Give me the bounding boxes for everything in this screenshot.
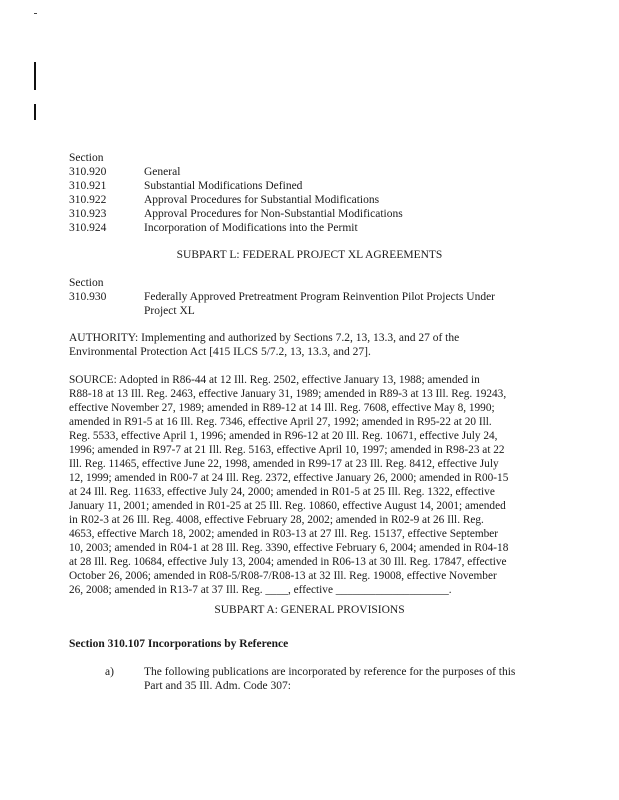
revision-bar-bottom — [34, 104, 36, 120]
toc-row-number: 310.924 — [69, 222, 107, 234]
toc-row-number: 310.920 — [69, 166, 107, 178]
source-line: 10, 2003; amended in R04-1 at 28 Ill. Reg. 3390, effective February 6, 2004; amended in R04-18 — [69, 542, 509, 554]
section-heading: Section 310.107 Incorporations by Reference — [69, 638, 289, 650]
item-label: a) — [105, 666, 114, 678]
toc-row-number: 310.921 — [69, 180, 107, 192]
authority-paragraph — [69, 331, 554, 359]
source-line: January 11, 2001; amended in R01-25 at 25 Ill. Reg. 10860, effective August 14, 2001; amended — [69, 500, 506, 512]
subpart-l-title-line2: Project XL — [144, 305, 195, 317]
source-line: effective November 27, 1989; amended in R89-12 at 14 Ill. Reg. 7608, effective May 8, 1990; — [69, 402, 495, 414]
authority-line: AUTHORITY: Implementing and authorized by Sections 7.2, 13, 13.3, and 27 of the — [69, 332, 460, 344]
item-line: The following publications are incorporated by reference for the purposes of this — [144, 666, 516, 678]
source-line: R88-18 at 13 Ill. Reg. 2463, effective January 31, 1989; amended in R89-3 at 13 Ill. Reg. 19243, — [69, 388, 507, 400]
toc-section-label: Section — [69, 152, 104, 164]
toc-row-title: Approval Procedures for Substantial Modifications — [144, 194, 380, 206]
source-line: SOURCE: Adopted in R86-44 at 12 Ill. Reg. 2502, effective January 13, 1988; amended in — [69, 374, 480, 386]
source-line: at 24 Ill. Reg. 11633, effective July 24, 2000; amended in R01-5 at 25 Ill. Reg. 1322, effective — [69, 486, 495, 498]
source-line: 1996; amended in R97-7 at 21 Ill. Reg. 5163, effective April 10, 1997; amended in R98-23 at 22 — [69, 444, 505, 456]
source-line: 4653, effective March 18, 2002; amended in R03-13 at 27 Ill. Reg. 15137, effective September — [69, 528, 499, 540]
toc-row — [69, 193, 589, 207]
toc-row — [69, 221, 589, 235]
authority-line: Environmental Protection Act [415 ILCS 5/7.2, 13, 13.3, and 27]. — [69, 346, 371, 358]
toc-row-title: General — [144, 166, 181, 178]
toc-row — [69, 179, 589, 193]
item-line: Part and 35 Ill. Adm. Code 307: — [144, 680, 291, 692]
subpart-l-section-label: Section — [69, 277, 104, 289]
toc-row-number: 310.923 — [69, 208, 107, 220]
toc-row-title: Incorporation of Modifications into the Permit — [144, 222, 358, 234]
toc-row-title: Approval Procedures for Non-Substantial Modifications — [144, 208, 403, 220]
toc-row-number: 310.922 — [69, 194, 107, 206]
source-paragraph — [69, 373, 554, 597]
toc-row-title: Substantial Modifications Defined — [144, 180, 303, 192]
item-text — [144, 665, 564, 693]
source-line: Reg. 5533, effective April 1, 1996; amended in R96-12 at 20 Ill. Reg. 10671, effective July 24, — [69, 430, 498, 442]
toc-row — [69, 207, 589, 221]
toc-row — [69, 165, 589, 179]
source-line: in R02-3 at 26 Ill. Reg. 4008, effective February 28, 2002; amended in R02-9 at 26 Ill. Reg. — [69, 514, 484, 526]
subpart-a-heading: SUBPART A: GENERAL PROVISIONS — [214, 604, 405, 616]
subpart-l-title-line1: Federally Approved Pretreatment Program Reinvention Pilot Projects Under — [144, 291, 495, 303]
subpart-l-row — [69, 290, 589, 304]
source-line: amended in R91-5 at 16 Ill. Reg. 7346, effective April 27, 1992; amended in R95-22 at 20 Ill. — [69, 416, 492, 428]
revision-bar-top — [34, 62, 36, 90]
source-line: Ill. Reg. 11465, effective June 22, 1998, amended in R99-17 at 23 Ill. Reg. 8412, effective July — [69, 458, 499, 470]
source-line: 26, 2008; amended in R13-7 at 37 Ill. Reg. ____, effective ____________________. — [69, 584, 452, 596]
subpart-l-number: 310.930 — [69, 291, 107, 303]
source-line: October 26, 2006; amended in R08-5/R08-7/R08-13 at 32 Ill. Reg. 19008, effective November — [69, 570, 497, 582]
scan-mark — [34, 13, 37, 14]
source-line: at 28 Ill. Reg. 10684, effective July 13, 2004; amended in R06-13 at 30 Ill. Reg. 17847, effective — [69, 556, 507, 568]
subpart-l-heading: SUBPART L: FEDERAL PROJECT XL AGREEMENTS — [176, 249, 443, 261]
source-line: 12, 1999; amended in R00-7 at 24 Ill. Reg. 2372, effective January 26, 2000; amended in R00-15 — [69, 472, 509, 484]
